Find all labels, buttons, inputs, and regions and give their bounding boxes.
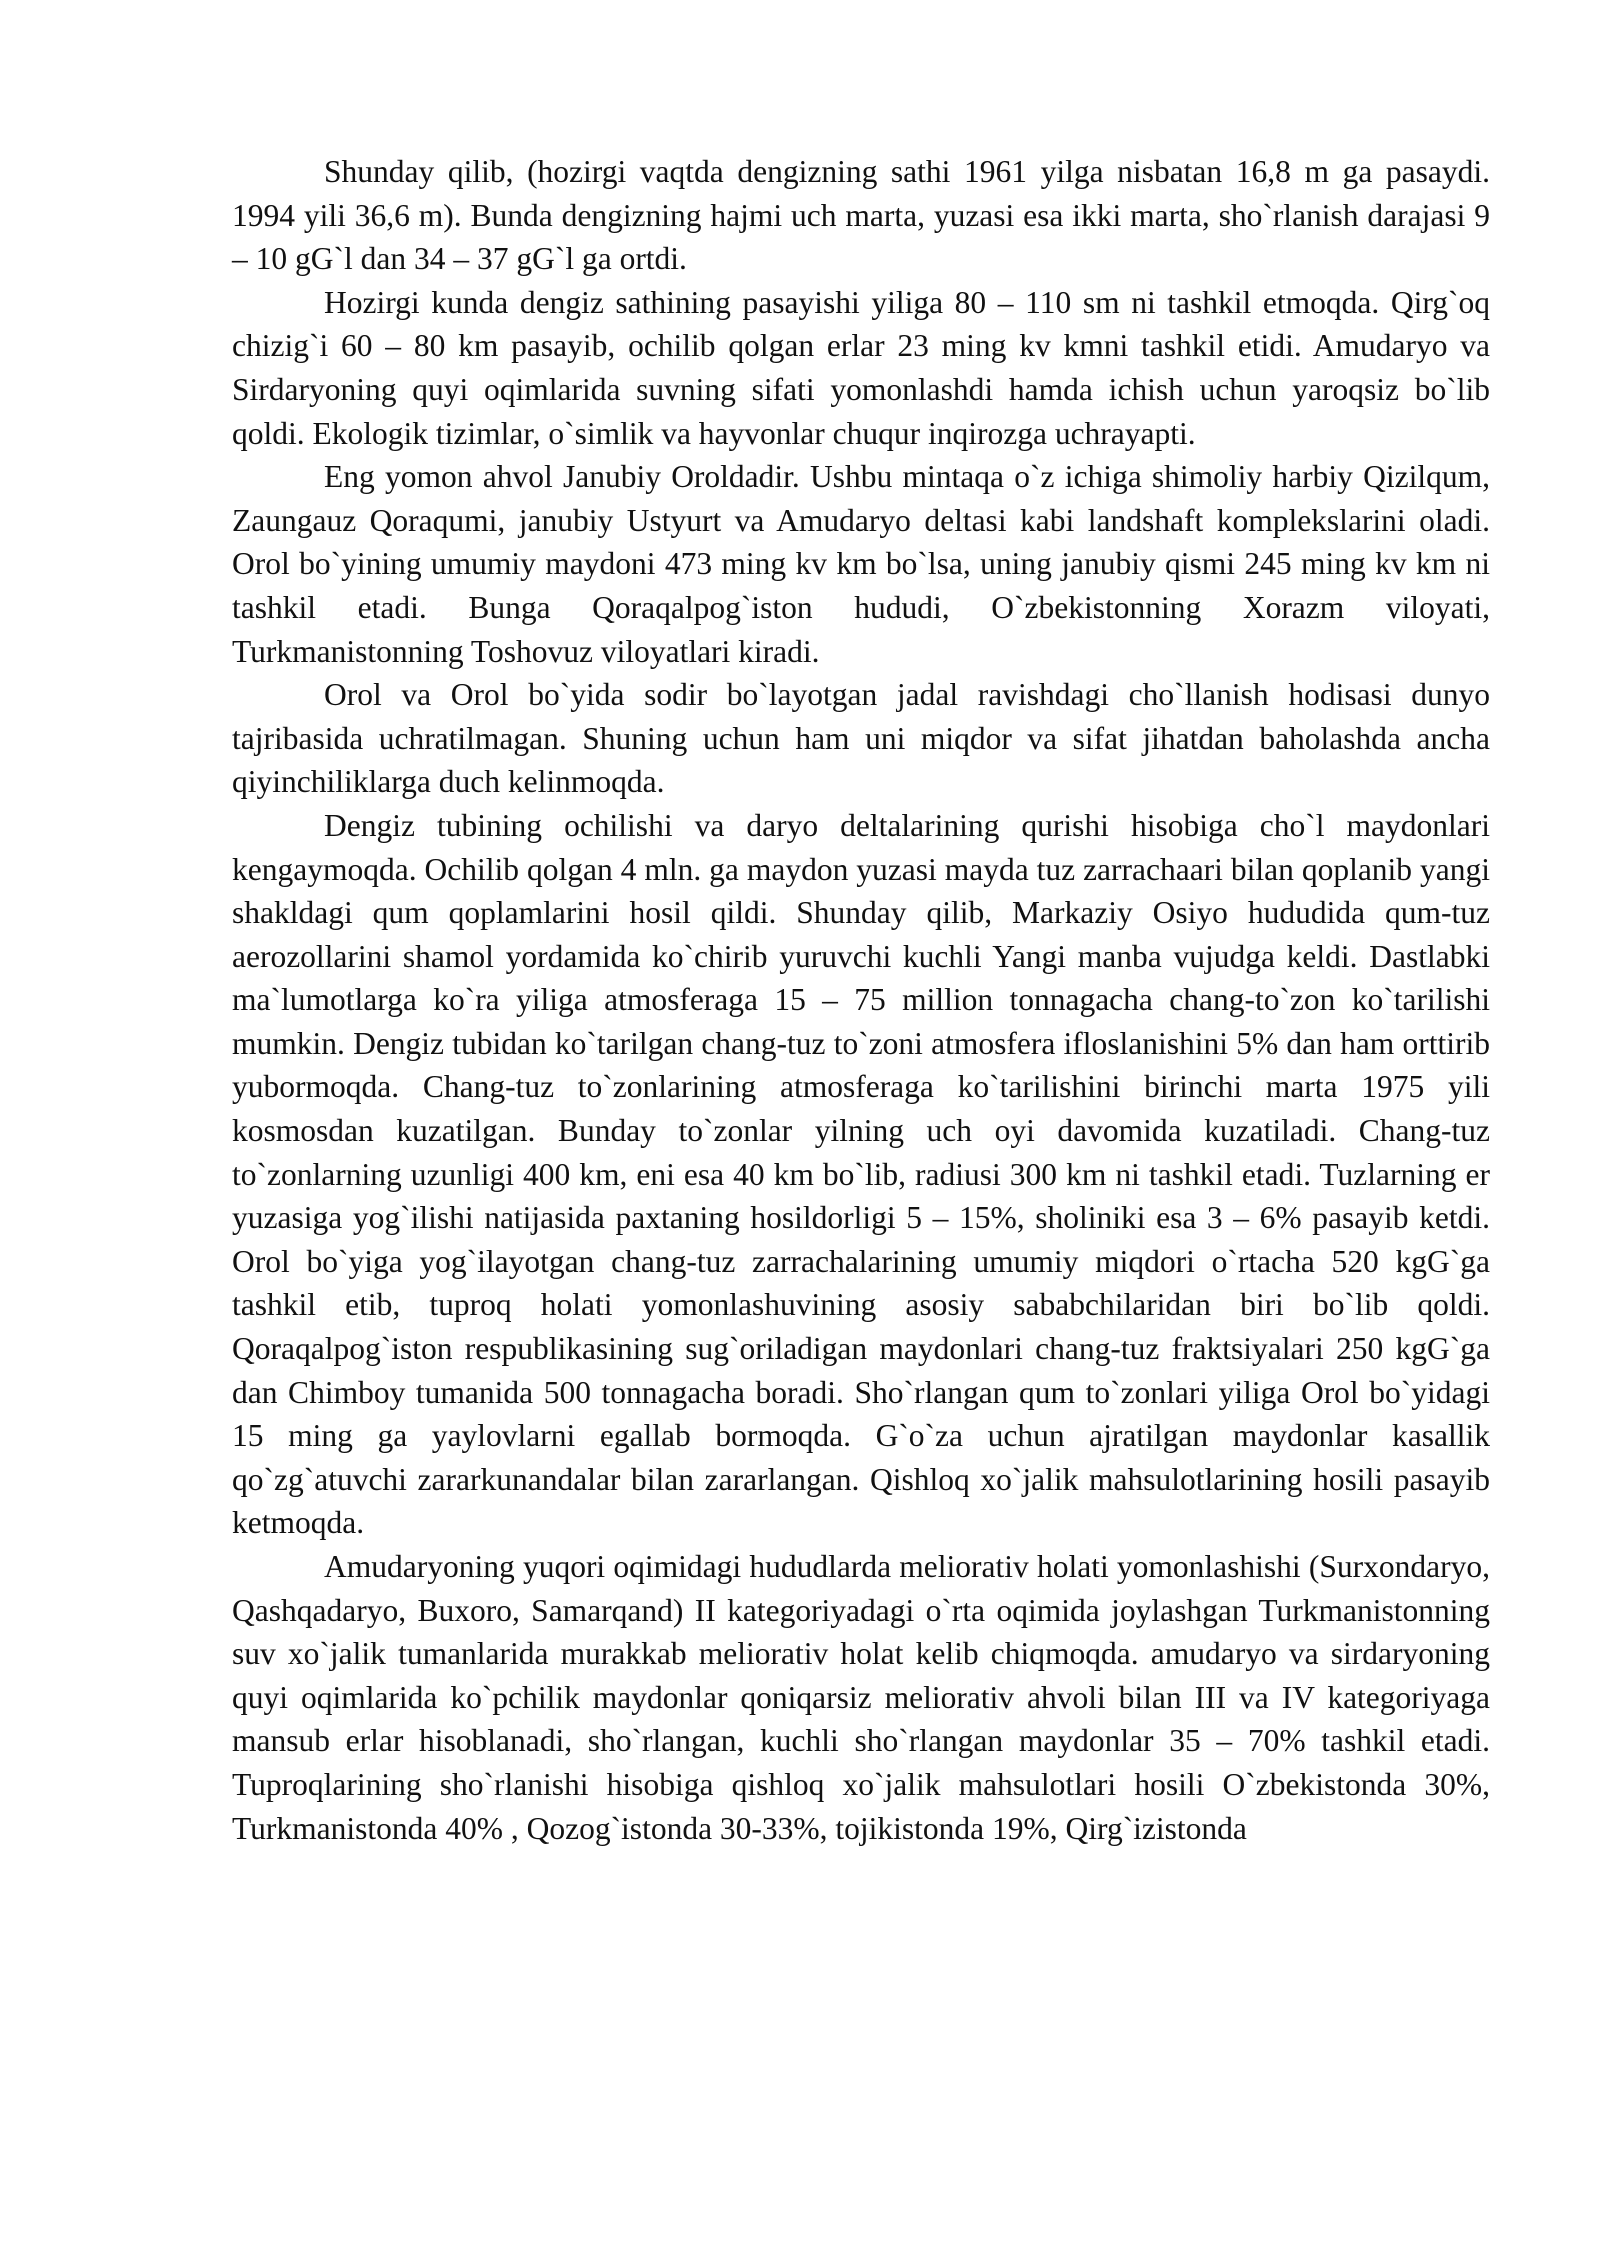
paragraph-6: Amudaryoning yuqori oqimidagi hududlarda meliorativ holati yomonlashishi (Surxondaryo, Qashqadaryo, Buxoro, Samarqand) II kategoriyadagi o`rta oqimida joylashgan Turkmanistonning suv xo`jalik tumanlarida murakkab meliorativ holat kelib chiqmoqda. amudaryo va sirdaryoning quyi oqimlarida ko`pchilik maydonlar qoniqarsiz meliorativ ahvoli bilan III va IV kategoriyaga mansub erlar hisoblanadi, sho`rlangan, kuchli sho`rlangan maydonlar 35 – 70% tashkil etadi. Tuproqlarining sho`rlanishi hisobiga qishloq xo`jalik mahsulotlari hosili O`zbekistonda 30%, Turkmanistonda 40% , Qozog`istonda 30-33%, tojikistonda 19%, Qirg`izistonda: [232, 1549, 1490, 1846]
document-page: [232, 150, 1490, 1850]
paragraph-3: Eng yomon ahvol Janubiy Oroldadir. Ushbu mintaqa o`z ichiga shimoliy harbiy Qizilqum, Zaungauz Qoraqumi, janubiy Ustyurt va Amudaryo deltasi kabi landshaft komplekslarini oladi. Orol bo`yining umumiy maydoni 473 ming kv km bo`lsa, uning janubiy qismi 245 ming kv km ni tashkil etadi. Bunga Qoraqalpog`iston hududi, O`zbekistonning Xorazm viloyati, Turkmanistonning Toshovuz viloyatlari kiradi.: [232, 459, 1490, 669]
paragraph-5: Dengiz tubining ochilishi va daryo deltalarining qurishi hisobiga cho`l maydonlari kengaymoqda. Ochilib qolgan 4 mln. ga maydon yuzasi mayda tuz zarrachaari bilan qoplanib yangi shakldagi qum qoplamlarini hosil qildi. Shunday qilib, Markaziy Osiyo hududida qum-tuz aerozollarini shamol yordamida ko`chirib yuruvchi kuchli Yangi manba vujudga keldi. Dastlabki ma`lumotlarga ko`ra yiliga atmosferaga 15 – 75 million tonnagacha chang-to`zon ko`tarilishi mumkin. Dengiz tubidan ko`tarilgan chang-tuz to`zoni atmosfera ifloslanishini 5% dan ham orttirib yubormoqda. Chang-tuz to`zonlarining atmosferaga ko`tarilishini birinchi marta 1975 yili kosmosdan kuzatilgan. Bunday to`zonlar yilning uch oyi davomida kuzatiladi. Chang-tuz to`zonlarning uzunligi 400 km, eni esa 40 km bo`lib, radiusi 300 km ni tashkil etadi. Tuzlarning er yuzasiga yog`ilishi natijasida paxtaning hosildorligi 5 – 15%, sholiniki esa 3 – 6% pasayib ketdi. Orol bo`yiga yog`ilayotgan chang-tuz zarrachalarining umumiy miqdori o`rtacha 520 kgG`ga tashkil etib, tuproq holati yomonlashuvining asosiy sababchilaridan biri bo`lib qoldi. Qoraqalpog`iston respublikasining sug`oriladigan maydonlari chang-tuz fraktsiyalari 250 kgG`ga dan Chimboy tumanida 500 tonnagacha boradi. Sho`rlangan qum to`zonlari yiliga Orol bo`yidagi 15 ming ga yaylovlarni egallab bormoqda. G`o`za uchun ajratilgan maydonlar kasallik qo`zg`atuvchi zararkunandalar bilan zararlangan. Qishloq xo`jalik mahsulotlarining hosili pasayib ketmoqda.: [232, 807, 1490, 1541]
paragraph-2: Hozirgi kunda dengiz sathining pasayishi yiliga 80 – 110 sm ni tashkil etmoqda. Qirg`oq chizig`i 60 – 80 km pasayib, ochilib qolgan erlar 23 ming kv kmni tashkil etidi. Amudaryo va Sirdaryoning quyi oqimlarida suvning sifati yomonlashdi hamda ichish uchun yaroqsiz bo`lib qoldi. Ekologik tizimlar, o`simlik va hayvonlar chuqur inqirozga uchrayapti.: [232, 284, 1490, 451]
paragraph-1: Shunday qilib, (hozirgi vaqtda dengizning sathi 1961 yilga nisbatan 16,8 m ga pasaydi. 1994 yili 36,6 m). Bunda dengizning hajmi uch marta, yuzasi esa ikki marta, sho`rlanish darajasi 9 – 10 gG`l dan 34 – 37 gG`l ga ortdi.: [232, 154, 1490, 277]
paragraph-4: Orol va Orol bo`yida sodir bo`layotgan jadal ravishdagi cho`llanish hodisasi dunyo tajribasida uchratilmagan. Shuning uchun ham uni miqdor va sifat jihatdan baholashda ancha qiyinchiliklarga duch kelinmoqda.: [232, 677, 1490, 800]
